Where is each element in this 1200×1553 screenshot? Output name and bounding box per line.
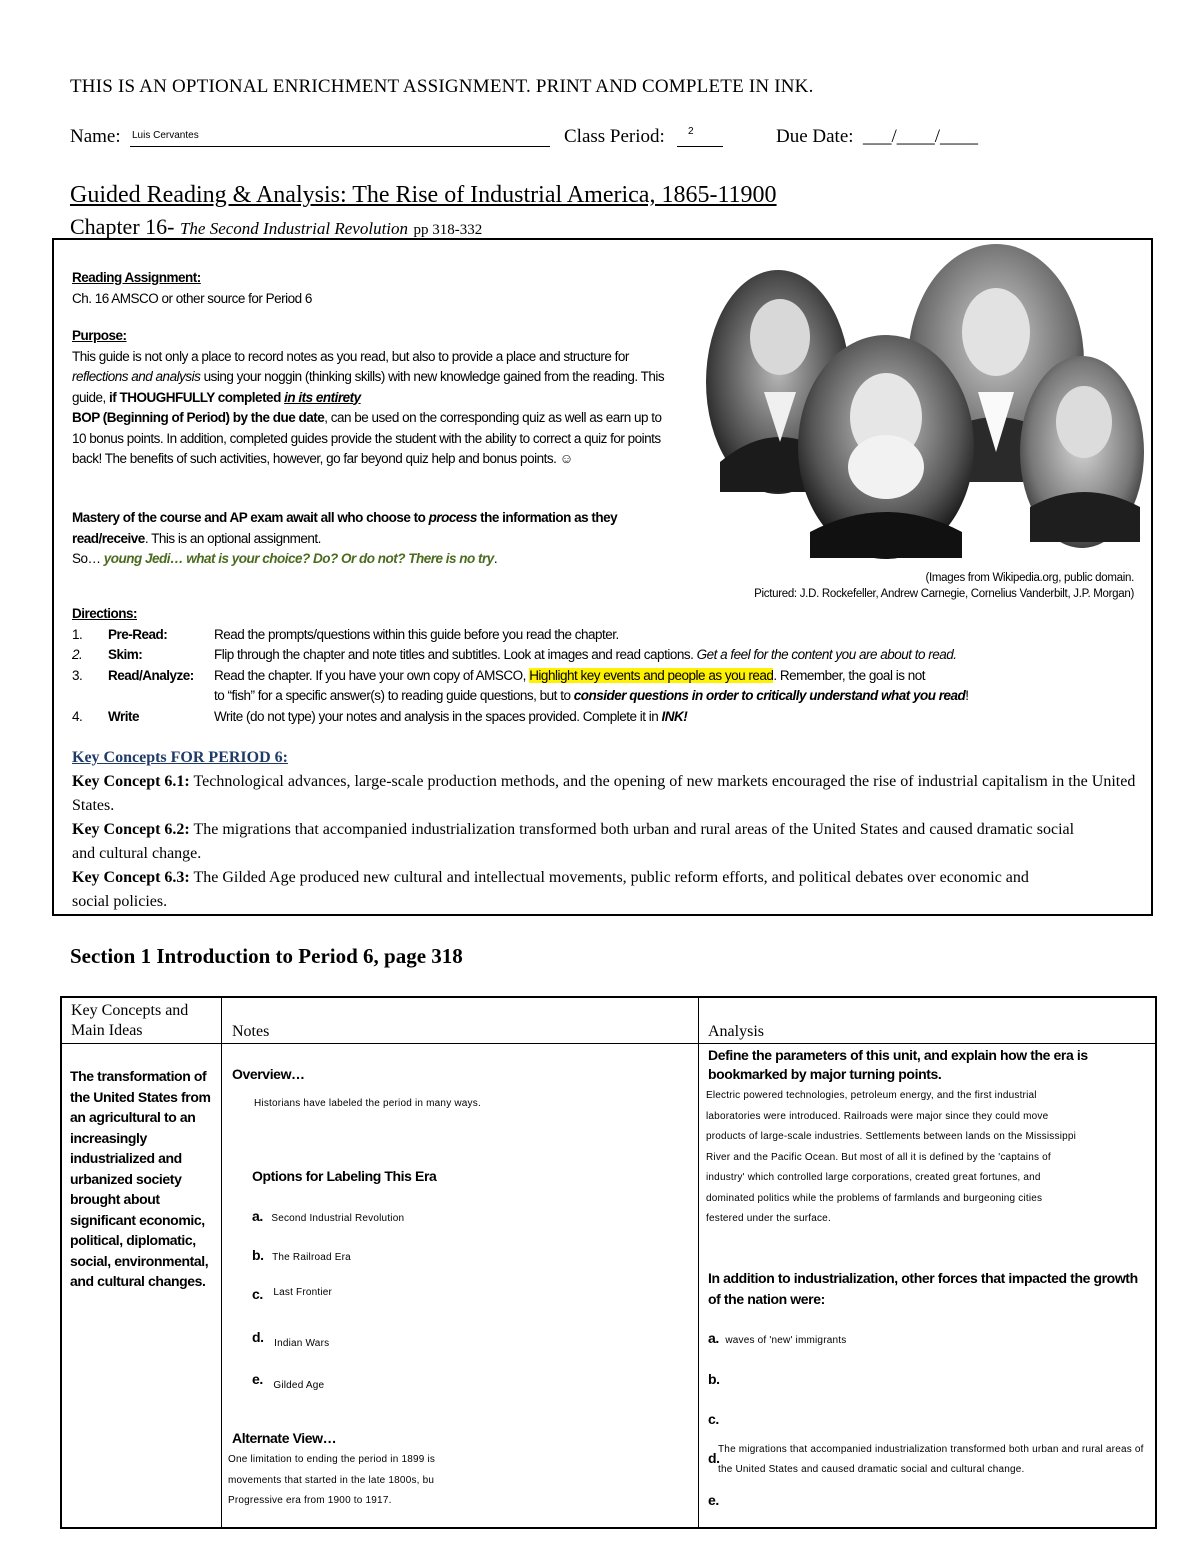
alternate-heading: Alternate View… [232,1430,337,1446]
key-concept-text: The Gilded Age produced new cultural and intellectual movements, public reform efforts, and political debates over economic and social policies. [72,869,1029,910]
key-concept-label: Key Concept 6.1: [72,773,190,790]
option-letter: c. [252,1286,263,1302]
column-header-analysis: Analysis [708,1023,764,1040]
option-item[interactable] [252,1329,329,1347]
force-letter: c. [708,1411,719,1427]
force-letter: b. [708,1371,720,1387]
analysis-line: dominated politics while the problems of farmlands and burgeoning cities [706,1192,1043,1204]
direction-key: Skim: [108,647,143,662]
purpose-text-3: , can be used on the corresponding quiz as well as earn up to 10 bonus points. In addition, completed guides provide the student with the ability to correct a quiz for points back! The benefits of such activities, however, go far beyond quiz help and bonus points. ☺ [72,410,662,466]
key-concept-label: Key Concept 6.3: [72,869,190,886]
direction-text [214,666,925,687]
force-item[interactable] [708,1411,719,1429]
header-divider [62,1043,1155,1044]
analysis-line: laboratories were introduced. Railroads were major since they could move [706,1110,1049,1122]
column-divider [221,998,222,1527]
purpose-text [72,347,672,470]
mastery-section [72,508,672,570]
notes-table [60,996,1157,1529]
overview-heading: Overview… [232,1066,305,1082]
direction-key: Write [108,708,140,724]
direction-row [72,707,1132,728]
direction-text-plain: Read the chapter. If you have your own copy of AMSCO, [214,667,530,683]
direction-text-after: ! [965,688,969,703]
yoda-end: . [493,551,498,566]
force-text: waves of 'new' immigrants [725,1335,847,1346]
direction-text [214,707,687,728]
option-letter: a. [252,1208,263,1224]
option-text: The Railroad Era [272,1252,351,1263]
direction-row [72,666,1132,687]
chapter-title [70,214,482,240]
analysis-line: Electric powered technologies, petroleum energy, and the first industrial [706,1090,1037,1101]
direction-text: Read the prompts/questions within this guide before you read the chapter. [214,626,619,642]
purpose-section [72,326,692,470]
option-item[interactable] [252,1371,324,1389]
directions-heading: Directions: [72,606,138,621]
optional-notice: THIS IS AN OPTIONAL ENRICHMENT ASSIGNMENT. PRINT AND COMPLETE IN INK. [70,76,814,97]
alternate-line: One limitation to ending the period in 1899 is [228,1454,436,1465]
analysis-prompt: Define the parameters of this unit, and explain how the era is bookmarked by major turning points. [708,1047,1088,1082]
option-text: Second Industrial Revolution [271,1213,405,1224]
column-header-key-concepts: Key Concepts and Main Ideas [71,1002,189,1039]
forces-prompt: In addition to industrialization, other forces that impacted the growth of the nation were: [708,1270,1138,1307]
direction-text [214,686,969,707]
purpose-italic: reflections and analysis [72,369,201,384]
direction-num: 4. [72,708,83,724]
direction-row [72,625,1132,646]
analysis-line: industry' which controlled large corporations, created great fortunes, and [706,1172,1041,1183]
tycoon-portraits-image [700,242,1148,562]
caption-line-1: (Images from Wikipedia.org, public domain. [925,572,1134,584]
class-period-field[interactable] [677,126,723,147]
option-item[interactable] [252,1208,404,1226]
direction-key: Pre-Read: [108,626,168,642]
morgan-portrait [1020,356,1144,548]
key-concept-text: Technological advances, large-scale production methods, and the opening of new markets encouraged the rise of industrial capitalism in the United States. [72,773,1136,814]
name-value: Luis Cervantes [132,130,199,141]
direction-text [214,645,957,666]
direction-text-italic: Get a feel for the content you are about to read. [696,647,957,662]
mastery-text-2: the information as they read/receive [72,510,618,546]
direction-row [72,686,1132,707]
direction-row [72,645,1132,666]
class-period-value: 2 [688,126,694,137]
due-date-value[interactable]: ___/____/____ [863,126,979,147]
chapter-pages: pp 318-332 [413,222,483,238]
key-concept-label: Key Concept 6.2: [72,821,190,838]
option-text: Indian Wars [274,1338,330,1349]
direction-text-bold-italic: INK! [661,708,688,724]
purpose-bold-italic: in its entirety [284,389,361,405]
section-title: Section 1 Introduction to Period 6, page 318 [70,944,463,968]
purpose-text-2: using your noggin (thinking skills) with new knowledge gained from the reading. This guide, [72,369,665,405]
force-letter: e. [708,1492,719,1508]
purpose-bold: if THOUGHFULLY completed [109,389,285,405]
reading-text: Ch. 16 AMSCO or other source for Period 6 [72,290,312,306]
key-concepts-section [72,746,1142,914]
reading-assignment [72,268,692,309]
analysis-line: products of large-scale industries. Settlements between lands on the Mississippi [706,1131,1077,1142]
force-item[interactable] [708,1492,719,1510]
option-letter: d. [252,1329,264,1345]
name-line [70,126,1070,152]
column-divider [698,998,699,1527]
yoda-quote: young Jedi… what is your choice? Do? Or do not? There is no try [100,551,494,566]
force-item[interactable] [708,1371,720,1389]
option-letter: b. [252,1247,264,1263]
class-period-label: Class Period: [564,126,665,147]
option-item[interactable] [252,1286,332,1304]
analysis-answer[interactable] [706,1086,1154,1230]
purpose-bop: BOP (Beginning of Period) by the due date [72,410,325,425]
direction-text-bold-italic: consider questions in order to critically understand what you read [573,688,966,703]
reading-heading: Reading Assignment: [72,270,201,285]
caption-line-2: Pictured: J.D. Rockefeller, Andrew Carnegie, Cornelius Vanderbilt, J.P. Morgan) [754,588,1134,600]
main-idea-text: The transformation of the United States from an agricultural to an increasingly industrialized and urbanized society brought about significant economic, political, diplomatic, social, environmental, and cultural changes. [70,1068,211,1289]
option-item[interactable] [252,1247,351,1265]
force-item[interactable] [708,1330,846,1348]
alternate-line: movements that started in the late 1800s, bu [228,1474,435,1486]
force-letter: a. [708,1330,719,1346]
analysis-line: festered under the surface. [706,1213,831,1224]
guide-title: Guided Reading & Analysis: The Rise of Industrial America, 1865-11900 [70,182,777,208]
direction-text-plain: to “fish” for a specific answer(s) to reading guide questions, but to [214,688,574,703]
mastery-text-3: . This is an optional assignment. [144,530,321,546]
direction-key: Read/Analyze: [108,667,194,683]
force-letter: d. [708,1450,720,1466]
direction-num: 1. [72,626,83,642]
key-concept-item [72,818,1092,866]
analysis-line: River and the Pacific Ocean. But most of all it is defined by the 'captains of [706,1151,1051,1163]
alternate-line: Progressive era from 1900 to 1917. [228,1495,392,1506]
column-header-notes: Notes [232,1023,270,1040]
directions-section [72,604,1132,727]
mastery-italic: process [428,510,477,525]
name-label: Name: [70,126,121,147]
key-concept-item [72,770,1142,818]
yoda-so: So… [72,551,101,566]
force-text: The migrations that accompanied industrialization transformed both urban and rural areas of the United States and caused dramatic social and cultural change. [718,1444,1144,1475]
carnegie-portrait [798,335,974,559]
options-heading: Options for Labeling This Era [252,1168,437,1184]
purpose-heading: Purpose: [72,328,127,343]
option-letter: e. [252,1371,263,1387]
alternate-text[interactable] [228,1450,460,1512]
overview-text[interactable]: Historians have labeled the period in many ways. [254,1098,481,1109]
key-concepts-heading: Key Concepts FOR PERIOD 6: [72,749,288,766]
key-concept-item [72,866,1042,914]
direction-text-after: . Remember, the goal is not [773,667,925,683]
mastery-text-1: Mastery of the course and AP exam await all who choose to [72,510,429,525]
purpose-text-1: This guide is not only a place to record notes as you read, but also to provide a place and structure for [72,348,629,364]
chapter-name: The Second Industrial Revolution [179,219,409,238]
intro-box [52,238,1153,916]
option-text: Last Frontier [273,1287,333,1298]
chapter-label: Chapter 16- [70,214,175,239]
direction-num: 3. [72,667,83,683]
due-date-label: Due Date: [776,126,854,147]
key-concept-text: The migrations that accompanied industrialization transformed both urban and rural areas of the United States and caused dramatic social and cultural change. [72,821,1075,862]
direction-text-plain: Write (do not type) your notes and analysis in the spaces provided. Complete it in [214,708,662,724]
direction-num: 2. [72,647,83,662]
image-caption [614,570,1134,602]
highlighted-text: Highlight key events and people as you read [529,667,774,683]
option-text: Gilded Age [273,1380,325,1391]
direction-text-plain: Flip through the chapter and note titles and subtitles. Look at images and read captions. [214,647,697,662]
